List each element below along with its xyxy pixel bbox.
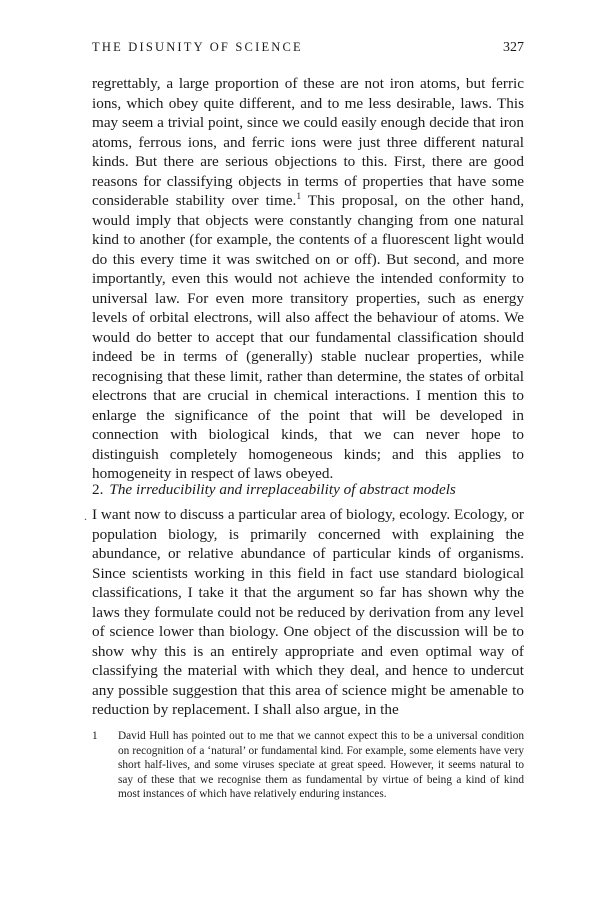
- running-title: THE DISUNITY OF SCIENCE: [92, 40, 303, 54]
- footnote: [92, 729, 524, 802]
- section-body: [92, 505, 524, 720]
- margin-mark: .: [84, 509, 87, 523]
- section-title: The irreducibility and irreplaceability of abstract models: [109, 481, 456, 498]
- paragraph-text: regrettably, a large proportion of these are not iron atoms, but ferric ions, which obey quite different, and to me less desirable, laws. This may seem a trivial point, since we could easily enough decide that iron atoms, ferrous ions, and ferric ions were just three different natural kinds. But there are serious objections to this. First, there are good reasons for classifying objects in terms of properties that have some considerable stability over time.: [92, 75, 524, 209]
- section-heading: [92, 480, 524, 500]
- body-text: [92, 74, 524, 484]
- section-paragraph: I want now to discuss a particular area of biology, ecology. Ecology, or population biology, is primarily concerned with explaining the abundance, or relative abundance of particular kinds of organisms. Since scientists working in this field in fact use standard biological classifications, I take it that the argument so far has shown why the laws they formulate could not be reduced by derivation from any level of science lower than biology. One object of the discussion will be to show why this is an entirely appropriate and even optimal way of classifying the material with which they deal, and hence to undercut any possible suggestion that this area of science might be amenable to reduction by replacement. I shall also argue, in the: [92, 506, 524, 718]
- page-number: 327: [503, 40, 524, 55]
- section-number: 2.: [92, 481, 104, 498]
- running-head: [92, 40, 524, 58]
- paragraph: [92, 74, 524, 484]
- footnote-number: 1: [92, 730, 98, 742]
- paragraph-text-continued: This proposal, on the other hand, would imply that objects were constantly changing from one natural kind to another (for example, the contents of a fluorescent light would do this every time it was switched on or off). But second, and more importantly, even this would not achieve the intended conformity to universal law. For even more transitory properties, such as energy levels of orbital electrons, will also affect the behaviour of atoms. We would do better to accept that our fundamental classification should indeed be in terms of (generally) stable nuclear properties, while recognising that these limit, rather than determine, the states of orbital electrons that are crucial in chemical interactions. I mention this to enlarge the significance of the point that will be developed in connection with biological kinds, that we can never hope to distinguish completely homogeneous kinds; and this applies to homogeneity in respect of laws obeyed.: [92, 192, 524, 482]
- footnote-text: David Hull has pointed out to me that we cannot expect this to be a universal condition on recognition of a ‘natural’ or fundamental kind. For example, some elements have very short half-lives, and some viruses speciate at great speed. However, it seems natural to say of these that we recognise them as fundamental by virtue of being a kind of kind most instances of which have relatively enduring instances.: [118, 730, 524, 801]
- footnote-reference[interactable]: 1: [296, 192, 302, 202]
